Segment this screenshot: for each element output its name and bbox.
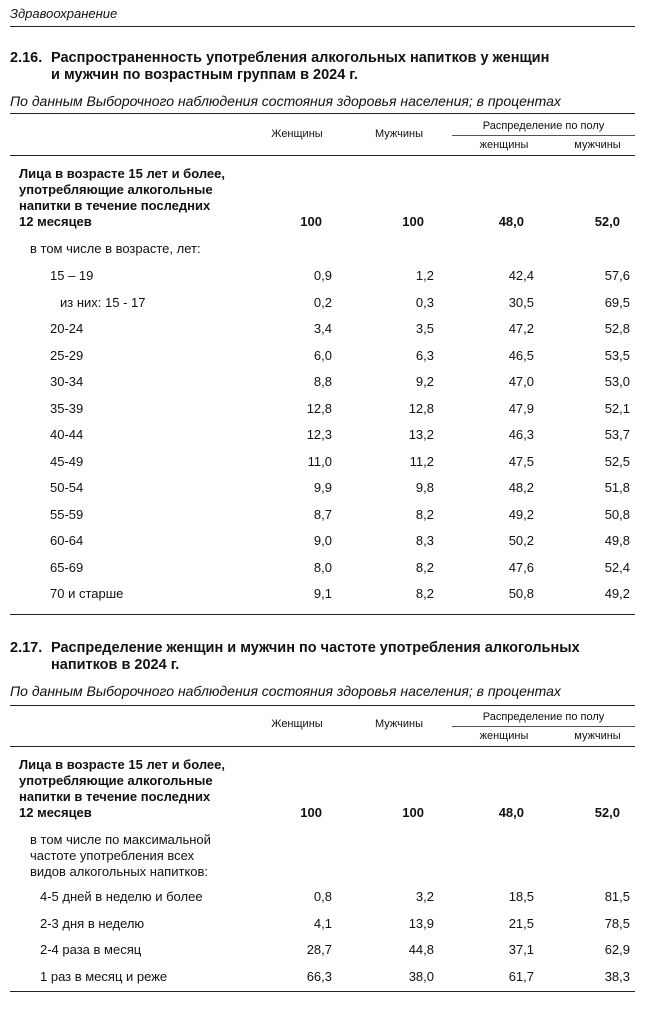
table1-top-rule [10,113,635,114]
row-label: 40-44 [50,427,84,442]
table2-head-sub-rule [452,726,635,727]
table2-sub-line1: в том числе по максимальной [30,832,211,847]
table-row [10,586,635,606]
table2-total-line2: употребляющие алкогольные [19,773,213,788]
table-row [10,454,635,474]
row-label: из них: 15 - 17 [60,294,146,310]
cell-men: 8,3 [415,533,434,548]
table2-total-label [19,757,259,821]
cell-dist-women: 21,5 [508,915,534,931]
cell-dist-men: 52,8 [604,321,630,336]
cell-dist-women: 37,1 [508,942,534,957]
cell-men: 0,3 [415,294,434,310]
table-row [10,560,635,580]
cell-dist-women: 49,2 [508,506,534,522]
cell-dist-women: 50,8 [508,586,534,601]
table1-title [10,50,635,84]
header-rule [10,26,635,27]
table2-head-bottom-rule [10,746,635,747]
cell-women: 6,0 [313,347,332,363]
table1-total-line3: напитки в течение последних [19,198,211,213]
table1-number: 2.16. [10,50,43,66]
table2-number: 2.17. [10,640,43,656]
cell-dist-men: 57,6 [604,268,630,283]
table2-total-dist-men: 52,0 [594,805,620,820]
cell-women: 8,7 [313,506,332,522]
table1-total-dist-women: 48,0 [498,214,524,229]
table2-bottom-rule [10,991,635,992]
table1-total-men: 100 [402,214,424,229]
cell-men: 44,8 [408,942,434,957]
table1-head-men: Мужчины [374,128,423,140]
cell-men: 38,0 [408,968,434,984]
table2-head-dist-women: женщины [479,730,529,742]
cell-women: 0,2 [313,294,332,310]
row-label: 2-3 дня в неделю [40,915,145,931]
table1-title-line1: Распространенность употребления алкогольных напитков у женщин [51,50,550,66]
cell-dist-women: 18,5 [508,889,534,904]
cell-women: 9,0 [313,533,332,548]
cell-men: 13,2 [408,427,434,442]
row-label: 70 и старше [50,586,124,601]
table-row [10,507,635,527]
cell-dist-men: 49,2 [604,586,630,601]
cell-dist-women: 47,5 [508,453,534,469]
cell-men: 9,8 [415,480,434,495]
cell-dist-men: 53,5 [604,347,630,363]
row-label: 45-49 [50,453,84,469]
cell-dist-women: 47,0 [508,374,534,389]
cell-dist-men: 50,8 [604,506,630,522]
table-row [10,889,635,909]
cell-dist-men: 52,4 [604,559,630,575]
row-label: 55-59 [50,506,84,522]
table2-total-women: 100 [300,805,322,820]
cell-women: 12,8 [306,400,332,416]
cell-dist-women: 61,7 [508,968,534,984]
cell-dist-men: 81,5 [604,889,630,904]
cell-dist-men: 52,5 [604,453,630,469]
cell-men: 3,5 [415,321,434,336]
cell-dist-women: 46,5 [508,347,534,363]
cell-men: 1,2 [415,268,434,283]
table1-head-distribution: Распределение по полу [482,120,605,132]
row-label: 35-39 [50,400,84,416]
cell-men: 6,3 [415,347,434,363]
cell-dist-men: 78,5 [604,915,630,931]
cell-men: 3,2 [415,889,434,904]
table1-total-label [19,166,259,230]
table-row [10,321,635,341]
table-row [10,295,635,315]
table2-subtitle: По данным Выборочного наблюдения состояния здоровья населения; в процентах [10,683,561,699]
table1-bottom-rule [10,614,635,615]
table2-title-line1: Распределение женщин и мужчин по частоте употребления алкогольных [51,640,580,656]
table1-total-line4: 12 месяцев [19,214,92,229]
table2-sub-line3: видов алкогольных напитков: [30,864,209,879]
table-row [10,268,635,288]
cell-dist-women: 42,4 [508,268,534,283]
table2-total-line1: Лица в возрасте 15 лет и более, [19,757,225,772]
table1-total-women: 100 [300,214,322,229]
cell-women: 3,4 [313,321,332,336]
cell-dist-men: 53,7 [604,427,630,442]
table2-total-line3: напитки в течение последних [19,789,211,804]
table2-head-distribution: Распределение по полу [482,711,605,723]
row-label: 65-69 [50,559,84,575]
table2-top-rule [10,705,635,706]
cell-dist-women: 50,2 [508,533,534,548]
table2-head-dist-men: мужчины [574,730,621,742]
cell-women: 11,0 [307,453,332,469]
table2-head-women: Женщины [271,718,323,730]
table2-title [10,640,635,674]
row-label: 60-64 [50,533,84,548]
table-row [10,969,635,989]
table1-subtitle: По данным Выборочного наблюдения состояния здоровья населения; в процентах [10,93,561,109]
cell-women: 4,1 [313,915,332,931]
cell-dist-women: 47,9 [508,400,534,416]
table-row [10,374,635,394]
cell-women: 12,3 [306,427,332,442]
table2-head-men: Мужчины [374,718,423,730]
table2-total-men: 100 [402,805,424,820]
table-row [10,401,635,421]
table1-total-line1: Лица в возрасте 15 лет и более, [19,166,225,181]
table1-total-line2: употребляющие алкогольные [19,182,213,197]
cell-dist-men: 53,0 [604,374,630,389]
cell-women: 66,3 [306,968,332,984]
cell-dist-men: 51,8 [604,480,630,495]
cell-women: 28,7 [306,942,332,957]
running-header: Здравоохранение [10,6,118,21]
cell-dist-women: 47,2 [508,321,534,336]
cell-dist-men: 62,9 [604,942,630,957]
table1-head-women: Женщины [271,128,323,140]
cell-men: 8,2 [415,586,434,601]
row-label: 15 – 19 [50,268,94,283]
table-row [10,480,635,500]
row-label: 2-4 раза в месяц [40,942,142,957]
table2-sub-label [30,832,211,880]
cell-women: 9,1 [313,586,332,601]
table1-head-sub-rule [452,135,635,136]
table1-head-dist-men: мужчины [574,139,621,151]
cell-dist-women: 48,2 [508,480,534,495]
cell-dist-men: 38,3 [604,968,630,984]
row-label: 4-5 дней в неделю и более [40,889,203,904]
cell-men: 12,8 [408,400,434,416]
cell-men: 11,2 [409,453,434,469]
table2-title-line2: напитков в 2024 г. [51,657,180,673]
cell-men: 9,2 [415,374,434,389]
row-label: 1 раз в месяц и реже [40,968,168,984]
table1-total-dist-men: 52,0 [594,214,620,229]
cell-dist-women: 47,6 [508,559,534,575]
table-row [10,916,635,936]
cell-dist-men: 52,1 [604,400,630,416]
table-row [10,533,635,553]
table1-sub-label: в том числе в возрасте, лет: [30,241,201,256]
table2-sub-line2: частоте употребления всех [30,848,195,863]
cell-women: 0,8 [313,889,332,904]
cell-men: 8,2 [415,506,434,522]
row-label: 30-34 [50,374,84,389]
table1-title-line2: и мужчин по возрастным группам в 2024 г. [51,67,358,83]
cell-dist-men: 49,8 [604,533,630,548]
cell-dist-women: 46,3 [508,427,534,442]
table1-head-bottom-rule [10,155,635,156]
table-row [10,942,635,962]
row-label: 25-29 [50,347,84,363]
table-row [10,427,635,447]
cell-women: 8,0 [313,559,332,575]
cell-men: 13,9 [408,915,434,931]
cell-dist-men: 69,5 [604,294,630,310]
cell-women: 8,8 [313,374,332,389]
cell-women: 9,9 [313,480,332,495]
row-label: 50-54 [50,480,84,495]
table-row [10,348,635,368]
cell-dist-women: 30,5 [508,294,534,310]
row-label: 20-24 [50,321,84,336]
cell-women: 0,9 [313,268,332,283]
cell-men: 8,2 [415,559,434,575]
table1-head-dist-women: женщины [479,139,529,151]
table2-total-dist-women: 48,0 [498,805,524,820]
table2-total-line4: 12 месяцев [19,805,92,820]
